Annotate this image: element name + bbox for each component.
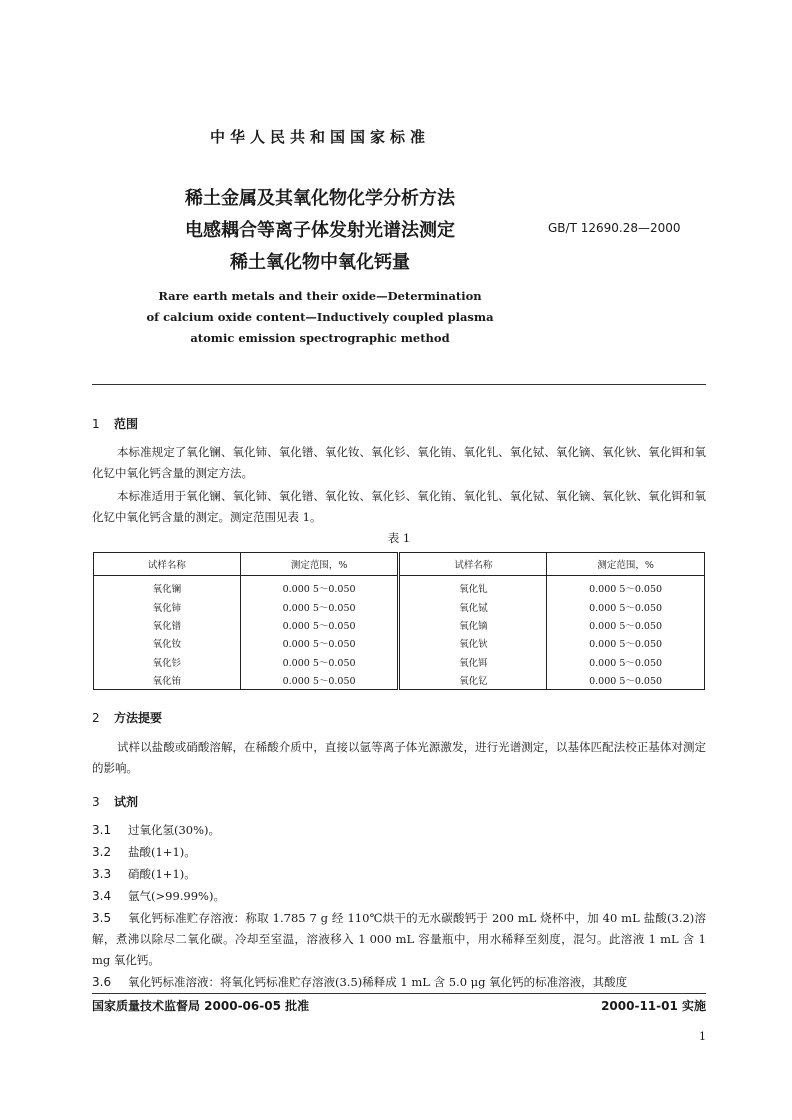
title-en-line-2: of calcium oxide content—Inductively coupled plasma — [146, 310, 494, 324]
table-row — [94, 616, 705, 634]
reagent-item — [92, 972, 706, 993]
reagent-text: 氩气(>99.99%)。 — [128, 889, 225, 903]
reagent-item — [92, 908, 706, 971]
table-cell: 0.000 5～0.050 — [240, 597, 399, 615]
reagent-text: 氧化钙标准溶液：将氧化钙标准贮存溶液(3.5)稀释成 1 mL 含 5.0 μg 氧化钙的标准溶液，其酸度 — [128, 975, 628, 989]
page-number: 1 — [699, 1030, 706, 1043]
approval-note: 国家质量技术监督局 2000-06-05 批准 — [92, 999, 310, 1013]
scope-paragraph-2: 本标准适用于氧化镧、氧化铈、氧化镨、氧化钕、氧化钐、氧化铕、氧化钆、氧化铽、氧化镝、氧化钬、氧化铒和氧化钇中氧化钙含量的测定。测定范围见表 1。 — [92, 489, 706, 524]
table-cell: 氧化铽 — [399, 597, 547, 615]
reagent-number: 3.1 — [92, 823, 112, 837]
title-cn-line-1: 稀土金属及其氧化物化学分析方法 — [185, 188, 455, 209]
title-en-line-3: atomic emission spectrographic method — [190, 331, 450, 345]
table-cell: 0.000 5～0.050 — [547, 597, 705, 615]
table-cell: 0.000 5～0.050 — [240, 653, 399, 671]
measurement-range-table — [93, 552, 705, 690]
table-cell: 氧化铒 — [399, 653, 547, 671]
reagent-item — [92, 864, 706, 885]
section-title: 范围 — [114, 417, 139, 431]
table-cell: 0.000 5～0.050 — [547, 671, 705, 690]
table-row — [94, 634, 705, 652]
reagent-text: 氧化钙标准贮存溶液：称取 1.785 7 g 经 110℃烘干的无水碳酸钙于 200 mL 烧杯中，加 40 mL 盐酸(3.2)溶解，煮沸以除尽二氧化碳。冷却至室温，溶液移入 1 000 mL 容量瓶中，用水稀释至刻度，混匀。此溶液 1 mL 含 1 mg 氧化钙。 — [92, 911, 706, 967]
table-caption: 表 1 — [387, 531, 411, 545]
table-header-cell: 试样名称 — [399, 553, 547, 576]
reagent-number: 3.2 — [92, 845, 112, 859]
standard-code: GB/T 12690.28—2000 — [548, 221, 681, 235]
table-cell: 氧化钇 — [399, 671, 547, 690]
reagent-item — [92, 820, 706, 841]
table-row — [94, 671, 705, 690]
section-title: 试剂 — [114, 795, 139, 809]
title-cn-line-2: 电感耦合等离子体发射光谱法测定 — [185, 220, 455, 241]
table-cell: 氧化镝 — [399, 616, 547, 634]
reagent-number: 3.6 — [92, 975, 112, 989]
table-cell: 氧化钐 — [152, 657, 182, 669]
reagent-item — [92, 886, 706, 907]
table-row — [94, 597, 705, 615]
section-number: 2 — [92, 711, 100, 725]
method-paragraph: 试样以盐酸或硝酸溶解，在稀酸介质中，直接以氩等离子体光源激发，进行光谱测定，以基体匹配法校正基体对测定的影响。 — [92, 740, 706, 775]
section-3-heading — [92, 793, 138, 810]
table-cell: 0.000 5～0.050 — [547, 653, 705, 671]
table-cell: 氧化镧 — [152, 584, 182, 596]
table-cell: 氧化钬 — [399, 634, 547, 652]
reagent-number: 3.3 — [92, 867, 112, 881]
title-en-line-1: Rare earth metals and their oxide—Determination — [158, 289, 482, 303]
table-header-cell: 试样名称 — [94, 553, 241, 576]
table-cell: 氧化钕 — [152, 639, 182, 651]
table-cell: 0.000 5～0.050 — [240, 671, 399, 690]
reagent-number: 3.5 — [92, 911, 112, 925]
footer-rule — [92, 993, 706, 994]
scope-paragraph-1: 本标准规定了氧化镧、氧化铈、氧化镨、氧化钕、氧化钐、氧化铕、氧化钆、氧化铽、氧化镝、氧化钬、氧化铒和氧化钇中氧化钙含量的测定方法。 — [92, 445, 706, 480]
reagent-text: 硝酸(1+1)。 — [128, 867, 196, 881]
national-standard-label: 中华人民共和国国家标准 — [209, 128, 430, 146]
table-row — [94, 576, 705, 598]
reagent-number: 3.4 — [92, 889, 112, 903]
section-1-heading — [92, 415, 138, 432]
reagent-item — [92, 842, 706, 863]
section-number: 3 — [92, 795, 100, 809]
table-cell: 0.000 5～0.050 — [547, 616, 705, 634]
table-cell: 氧化镨 — [152, 620, 182, 632]
reagent-text: 盐酸(1+1)。 — [128, 845, 196, 859]
table-cell: 0.000 5～0.050 — [547, 634, 705, 652]
table-row — [94, 653, 705, 671]
title-cn-line-3: 稀土氧化物中氧化钙量 — [230, 252, 410, 273]
table-cell: 0.000 5～0.050 — [240, 576, 399, 598]
table-cell: 氧化铈 — [152, 602, 182, 614]
table-cell: 氧化铕 — [152, 676, 182, 688]
table-cell: 0.000 5～0.050 — [240, 634, 399, 652]
table-cell: 0.000 5～0.050 — [240, 616, 399, 634]
table-cell: 氧化钆 — [399, 576, 547, 598]
table-header-cell: 测定范围，% — [240, 553, 399, 576]
section-number: 1 — [92, 417, 100, 431]
section-2-heading — [92, 709, 162, 726]
reagent-text: 过氧化氢(30%)。 — [128, 823, 221, 837]
effective-date-note: 2000-11-01 实施 — [601, 999, 706, 1013]
table-cell: 0.000 5～0.050 — [547, 576, 705, 598]
table-header-cell: 测定范围，% — [547, 553, 705, 576]
section-title: 方法提要 — [114, 711, 163, 725]
table-header-row — [94, 553, 705, 576]
header-rule — [92, 384, 706, 385]
